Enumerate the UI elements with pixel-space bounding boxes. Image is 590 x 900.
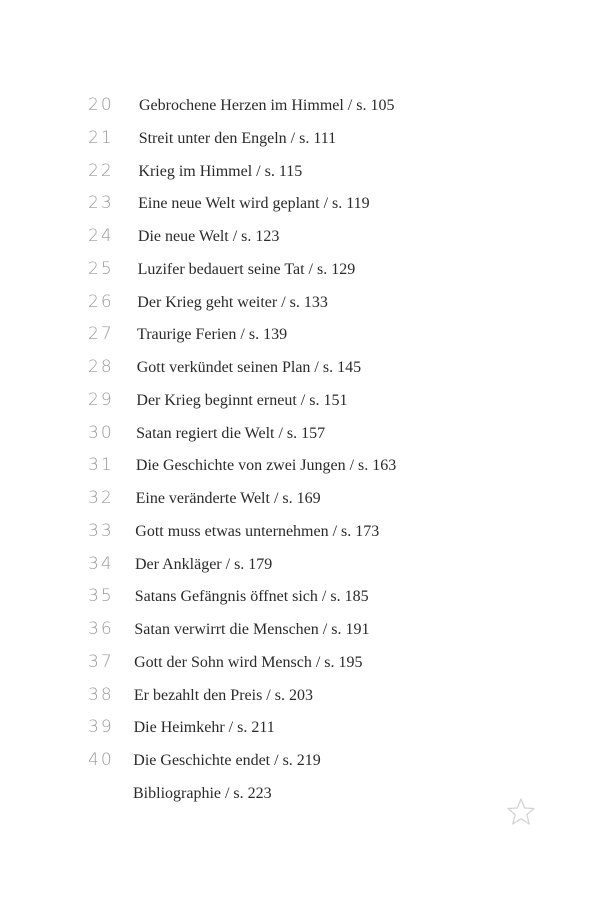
- chapter-number: 37: [88, 651, 114, 672]
- chapter-title: Krieg im Himmel / s. 115: [138, 162, 303, 180]
- chapter-title: Die Geschichte von zwei Jungen / s. 163: [135, 457, 397, 475]
- toc-entry: [0, 291, 590, 319]
- toc-entry: [0, 160, 590, 188]
- chapter-title: Satan verwirrt die Menschen / s. 191: [134, 621, 370, 638]
- toc-entry: [0, 651, 590, 679]
- chapter-title: Der Krieg geht weiter / s. 133: [137, 293, 328, 311]
- chapter-title: Die Heimkehr / s. 211: [133, 719, 275, 737]
- toc-entry: [0, 389, 590, 417]
- toc-entry: [0, 192, 590, 220]
- chapter-number: 27: [88, 324, 114, 345]
- chapter-title: Er bezahlt den Preis / s. 203: [133, 686, 313, 704]
- toc-entry: [0, 716, 590, 744]
- chapter-number: 24: [88, 226, 114, 246]
- toc-entry: [0, 684, 590, 712]
- toc-entry: [0, 94, 590, 122]
- toc-entry: [0, 487, 590, 515]
- toc-entry: [0, 585, 590, 613]
- toc-entry: [0, 356, 590, 384]
- chapter-number: 23: [88, 193, 114, 214]
- toc-entry: [0, 553, 590, 581]
- chapter-number: 33: [88, 520, 114, 541]
- chapter-number: 40: [88, 750, 114, 770]
- chapter-number: 26: [88, 291, 114, 312]
- star-outline-icon: [505, 796, 537, 828]
- chapter-title: Streit unter den Engeln / s. 111: [138, 129, 337, 147]
- chapter-number: 35: [88, 586, 114, 607]
- toc-entry: [0, 225, 590, 253]
- chapter-title: Gott der Sohn wird Mensch / s. 195: [134, 653, 363, 671]
- chapter-number: 29: [88, 389, 114, 410]
- chapter-title: Satans Gefängnis öffnet sich / s. 185: [134, 588, 369, 606]
- chapter-title: Traurige Ferien / s. 139: [137, 326, 288, 344]
- chapter-title: Die Geschichte endet / s. 219: [133, 752, 321, 769]
- chapter-title: Eine veränderte Welt / s. 169: [135, 490, 321, 507]
- toc-entry: [0, 258, 590, 286]
- chapter-number: 21: [88, 127, 114, 148]
- toc-entry: [0, 127, 590, 155]
- toc-entry: [0, 454, 590, 482]
- chapter-number: 39: [88, 717, 114, 738]
- toc-entry: [0, 422, 590, 450]
- chapter-number: 30: [88, 422, 114, 443]
- toc-entry: [0, 749, 590, 777]
- chapter-title: Luzifer bedauert seine Tat / s. 129: [137, 260, 356, 278]
- toc-entry: [0, 618, 590, 646]
- toc-entry: [0, 323, 590, 351]
- chapter-number: 36: [88, 619, 114, 639]
- chapter-title: Der Ankläger / s. 179: [135, 555, 273, 573]
- chapter-title: Gott muss etwas unternehmen / s. 173: [135, 522, 380, 540]
- chapter-number: 31: [88, 455, 114, 476]
- chapter-number: 22: [88, 160, 114, 181]
- chapter-number: 28: [88, 357, 114, 377]
- chapter-title: Die neue Welt / s. 123: [137, 228, 280, 245]
- chapter-title: Der Krieg beginnt erneut / s. 151: [136, 391, 348, 409]
- chapter-number: 20: [88, 95, 114, 115]
- chapter-number: 34: [88, 553, 114, 574]
- chapter-title: Gott verkündet seinen Plan / s. 145: [136, 359, 362, 376]
- chapter-title: Gebrochene Herzen im Himmel / s. 105: [139, 97, 395, 114]
- chapter-number: 38: [88, 684, 114, 705]
- chapter-number: 25: [88, 258, 114, 279]
- toc-entry: [0, 782, 590, 810]
- chapter-title: Eine neue Welt wird geplant / s. 119: [138, 195, 370, 213]
- chapter-number: 32: [88, 488, 114, 508]
- chapter-title: Bibliographie / s. 223: [133, 784, 272, 802]
- toc-entry: [0, 520, 590, 548]
- chapter-title: Satan regiert die Welt / s. 157: [136, 424, 326, 442]
